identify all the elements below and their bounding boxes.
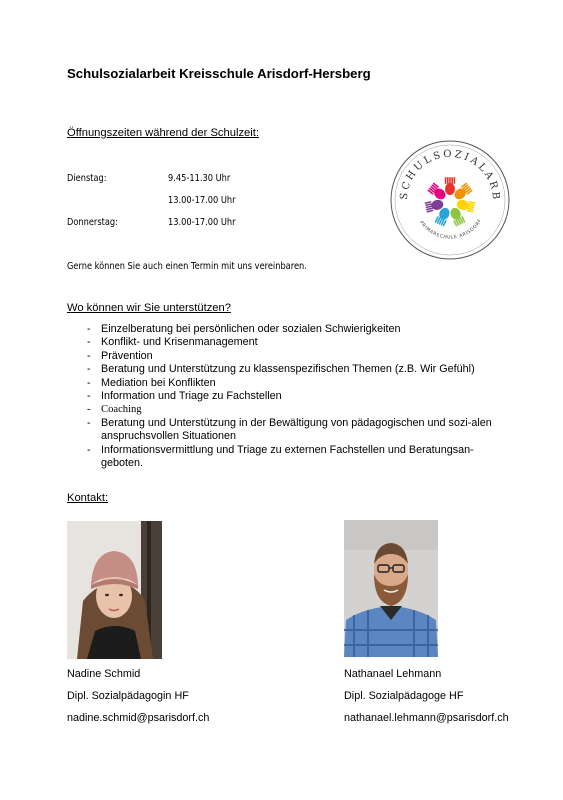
- list-item: - Information und Triage zu Fachstellen: [87, 390, 507, 403]
- photo-nadine-schmid: [67, 521, 162, 659]
- opening-time: 13.00-17.00 Uhr: [168, 195, 236, 206]
- school-social-work-logo: [389, 139, 511, 261]
- list-item: - Informationsvermittlung und Triage zu externen Fachstellen und Beratungsan-geboten.: [87, 444, 507, 471]
- logo-bottom-text: PRIMARSCHULE ARISDORF: [418, 218, 484, 241]
- contact-role: Dipl. Sozialpädagoge HF: [344, 690, 464, 702]
- page-title: Schulsozialarbeit Kreisschule Arisdorf-Hersberg: [67, 66, 371, 81]
- support-heading: Wo können wir Sie unterstützen?: [67, 302, 231, 314]
- contact-role: Dipl. Sozialpädagogin HF: [67, 690, 189, 702]
- contact-name: Nathanael Lehmann: [344, 668, 442, 680]
- contact-heading: Kontakt:: [67, 492, 109, 504]
- appointment-note: Gerne können Sie auch einen Termin mit uns vereinbaren.: [67, 261, 307, 272]
- opening-hours-heading: Öffnungszeiten während der Schulzeit:: [67, 127, 259, 139]
- opening-time: 9.45-11.30 Uhr: [168, 173, 231, 184]
- list-item: - Beratung und Unterstützung zu klassenspezifischen Themen (z.B. Wir Gefühl): [87, 363, 507, 376]
- opening-day: Dienstag:: [67, 173, 107, 184]
- list-item: - Mediation bei Konflikten: [87, 377, 507, 390]
- contact-email-link[interactable]: nadine.schmid@psarisdorf.ch: [67, 712, 210, 724]
- list-item: - Konflikt- und Krisenmanagement: [87, 336, 507, 349]
- opening-day: Donnerstag:: [67, 217, 118, 228]
- support-list: [87, 323, 507, 470]
- contact-email-link[interactable]: nathanael.lehmann@psarisdorf.ch: [344, 712, 509, 724]
- logo-hand-icon: [445, 177, 455, 195]
- list-item: - Beratung und Unterstützung in der Bewältigung von pädagogischen und sozi-alen anspruchsvollen Situationen: [87, 417, 507, 444]
- contact-name: Nadine Schmid: [67, 668, 141, 680]
- opening-time: 13.00-17.00 Uhr: [168, 217, 236, 228]
- list-item: - Einzelberatung bei persönlichen oder sozialen Schwierigkeiten: [87, 323, 507, 336]
- photo-nathanael-lehmann: [344, 520, 438, 657]
- list-item: - Coaching: [87, 403, 507, 416]
- logo-arc-text: SCHULSOZIALARB: [398, 148, 502, 203]
- list-item: - Prävention: [87, 350, 507, 363]
